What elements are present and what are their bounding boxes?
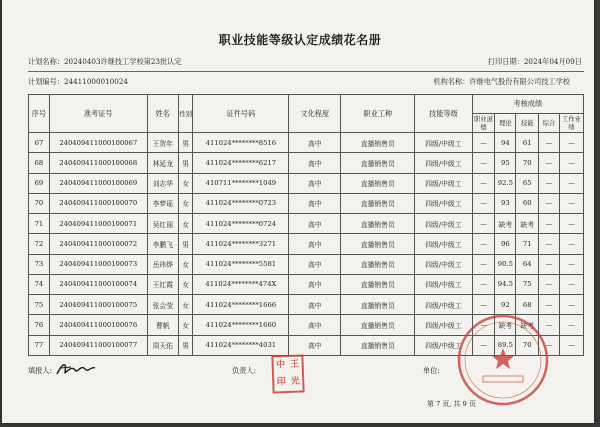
cell-work-result: — xyxy=(559,193,583,213)
cell-education: 高中 xyxy=(289,295,341,315)
cell-theory: 94.5 xyxy=(495,274,516,294)
cell-name: 岳玮烨 xyxy=(147,254,178,274)
cell-skill: 70 xyxy=(516,153,539,173)
cell-gender: 女 xyxy=(178,193,193,213)
cell-work-result: — xyxy=(559,274,583,294)
cell-exam-no: 240409411000100069 xyxy=(49,173,147,193)
seal-char: 印 xyxy=(276,377,286,388)
cell-education: 高中 xyxy=(289,173,341,193)
cell-occupation: 直播销售员 xyxy=(341,295,415,315)
cell-name: 王贺年 xyxy=(147,133,178,153)
cell-gender: 女 xyxy=(178,315,193,335)
cell-theory: 95 xyxy=(495,153,516,173)
cell-skill: 70 xyxy=(516,335,539,355)
print-date-value: 2024年04月09日 xyxy=(523,57,582,66)
cell-level: 四级/中级工 xyxy=(415,234,472,254)
cell-id-no: 411024********0724 xyxy=(193,214,289,234)
cell-moral: — xyxy=(472,315,495,335)
cell-occupation: 直播销售员 xyxy=(341,254,415,274)
cell-occupation: 直播销售员 xyxy=(341,193,415,213)
cell-id-no: 411024********1660 xyxy=(193,315,289,335)
cell-moral: — xyxy=(472,193,495,213)
header-exam-no: 准考证号 xyxy=(49,95,147,133)
header-name: 姓名 xyxy=(147,95,178,133)
cell-occupation: 直播销售员 xyxy=(341,173,415,193)
cell-name: 王红霞 xyxy=(147,274,178,294)
document-title: 职业技能等级认定成绩花名册 xyxy=(218,33,382,47)
cell-gender: 男 xyxy=(178,335,193,355)
cell-seq: 76 xyxy=(29,315,50,335)
cell-level: 四级/中级工 xyxy=(415,193,472,213)
cell-name: 李梦瑶 xyxy=(147,193,178,213)
table-row xyxy=(29,234,584,254)
cell-skill: 75 xyxy=(516,274,539,294)
cell-id-no: 411024********3271 xyxy=(193,234,289,254)
cell-theory: 89.5 xyxy=(495,335,516,355)
cell-work-result: — xyxy=(559,234,583,254)
cell-seq: 70 xyxy=(29,193,50,213)
cell-exam-no: 240409411000100073 xyxy=(49,254,147,274)
cell-work-result: — xyxy=(559,315,583,335)
cell-comprehensive: — xyxy=(539,173,560,193)
cell-comprehensive: — xyxy=(539,193,560,213)
cell-comprehensive: — xyxy=(539,153,560,173)
cell-level: 四级/中级工 xyxy=(415,153,472,173)
cell-gender: 女 xyxy=(178,295,193,315)
cell-level: 四级/中级工 xyxy=(415,274,472,294)
cell-moral: — xyxy=(472,274,495,294)
header-moral: 职业道德 xyxy=(473,115,494,131)
cell-name: 曹帆 xyxy=(147,315,178,335)
cell-education: 高中 xyxy=(289,214,341,234)
seal-char: 中 xyxy=(276,360,286,371)
header-gender: 性别 xyxy=(178,95,193,133)
cell-theory: 92.5 xyxy=(495,173,516,193)
header-divider xyxy=(28,71,584,72)
cell-id-no: 411024********0723 xyxy=(193,193,289,213)
cell-occupation: 直播销售员 xyxy=(341,274,415,294)
cell-theory: 缺考 xyxy=(495,315,516,335)
cell-skill: 65 xyxy=(516,173,539,193)
header-level: 技能等级 xyxy=(415,95,472,133)
responsible-label: 负责人: xyxy=(232,366,256,375)
cell-seq: 75 xyxy=(29,295,50,315)
cell-exam-no: 240409411000100075 xyxy=(49,295,147,315)
table-row xyxy=(29,274,584,294)
cell-occupation: 直播销售员 xyxy=(341,133,415,153)
cell-comprehensive: — xyxy=(539,335,560,355)
header-comprehensive: 综合 xyxy=(539,114,560,133)
cell-moral: — xyxy=(472,133,495,153)
cell-occupation: 直播销售员 xyxy=(341,214,415,234)
header-id-no: 证件号码 xyxy=(193,95,289,133)
cell-skill: 64 xyxy=(516,254,539,274)
cell-exam-no: 240409411000100068 xyxy=(49,153,147,173)
plan-no-label: 计划编号： xyxy=(28,77,64,86)
cell-theory: 93 xyxy=(495,193,516,213)
unit-label: 单位: xyxy=(423,366,440,375)
cell-comprehensive: — xyxy=(539,274,560,294)
header-education: 文化程度 xyxy=(289,95,341,133)
cell-id-no: 411024********6217 xyxy=(193,153,289,173)
cell-level: 四级/中级工 xyxy=(415,133,472,153)
cell-moral: — xyxy=(472,153,495,173)
header-theory: 理论 xyxy=(495,114,516,133)
cell-education: 高中 xyxy=(289,315,341,335)
cell-name: 林延龙 xyxy=(147,153,178,173)
cell-education: 高中 xyxy=(289,193,341,213)
print-date-line xyxy=(488,57,582,67)
plan-name-label: 计划名称： xyxy=(28,57,64,66)
personal-seal xyxy=(271,354,304,393)
filler-label: 填报人: xyxy=(28,366,52,375)
cell-seq: 73 xyxy=(29,254,50,274)
cell-level: 四级/中级工 xyxy=(415,214,472,234)
org-name-label: 机构名称： xyxy=(433,77,470,86)
cell-occupation: 直播销售员 xyxy=(341,153,415,173)
seal-char: 光 xyxy=(290,376,300,387)
table-row xyxy=(29,153,584,173)
cell-id-no: 411024********5581 xyxy=(193,254,289,274)
cell-education: 高中 xyxy=(289,274,341,294)
handwritten-signature xyxy=(55,360,97,378)
cell-gender: 男 xyxy=(178,133,193,153)
cell-theory: 94 xyxy=(495,133,516,153)
cell-comprehensive: — xyxy=(539,214,560,234)
plan-no-line xyxy=(28,77,128,87)
cell-work-result: — xyxy=(559,214,583,234)
cell-theory: 缺考 xyxy=(495,214,516,234)
cell-name: 刘志华 xyxy=(147,173,178,193)
cell-theory: 92 xyxy=(495,295,516,315)
cell-exam-no: 240409411000100067 xyxy=(49,133,147,153)
cell-level: 四级/中级工 xyxy=(415,173,472,193)
plan-name-line xyxy=(28,57,182,67)
cell-name: 张会莹 xyxy=(147,295,178,315)
cell-skill: 60 xyxy=(516,193,539,213)
cell-id-no: 410711********1049 xyxy=(193,173,289,193)
cell-seq: 67 xyxy=(29,133,50,153)
cell-exam-no: 240409411000100072 xyxy=(49,234,147,254)
cell-seq: 72 xyxy=(29,234,50,254)
cell-skill: 71 xyxy=(516,234,539,254)
plan-no-value: 24411000010024 xyxy=(63,77,128,86)
cell-exam-no: 240409411000100070 xyxy=(49,193,147,213)
cell-theory: 96 xyxy=(495,234,516,254)
cell-id-no: 411024********4031 xyxy=(193,335,289,355)
organization-seal-stamp xyxy=(453,310,553,410)
cell-work-result: — xyxy=(559,254,583,274)
print-date-label: 打印日期： xyxy=(487,57,524,66)
cell-occupation: 直播销售员 xyxy=(341,234,415,254)
org-name-value: 许继电气股份有限公司技工学校 xyxy=(469,77,570,86)
cell-gender: 女 xyxy=(178,254,193,274)
cell-comprehensive: — xyxy=(539,315,560,335)
cell-skill: 68 xyxy=(516,295,539,315)
table-row xyxy=(29,214,584,234)
cell-work-result: — xyxy=(559,335,583,355)
table-row xyxy=(29,193,584,213)
cell-work-result: — xyxy=(559,173,583,193)
cell-gender: 女 xyxy=(178,214,193,234)
table-row xyxy=(29,173,584,193)
header-occupation: 职业工种 xyxy=(341,95,415,133)
cell-comprehensive: — xyxy=(539,234,560,254)
cell-education: 高中 xyxy=(289,335,341,355)
seal-char: 王 xyxy=(289,359,300,370)
cell-seq: 71 xyxy=(29,214,50,234)
cell-comprehensive: — xyxy=(539,133,560,153)
cell-skill: 61 xyxy=(516,133,539,153)
cell-education: 高中 xyxy=(289,133,341,153)
cell-comprehensive: — xyxy=(539,254,560,274)
cell-work-result: — xyxy=(559,133,583,153)
cell-moral: — xyxy=(472,254,495,274)
cell-id-no: 411024********8516 xyxy=(193,133,289,153)
table-row xyxy=(29,254,584,274)
cell-comprehensive: — xyxy=(539,295,560,315)
cell-level: 四级/中级工 xyxy=(415,295,472,315)
cell-moral: — xyxy=(472,234,495,254)
page-info: 第 7 页, 共 9 页 xyxy=(427,400,476,408)
cell-gender: 男 xyxy=(178,234,193,254)
cell-seq: 69 xyxy=(29,173,50,193)
plan-name-value: 20240403许继技工学校第23批认定 xyxy=(63,57,182,66)
cell-seq: 68 xyxy=(29,153,50,173)
cell-education: 高中 xyxy=(289,234,341,254)
cell-theory: 90.5 xyxy=(495,254,516,274)
cell-occupation: 直播销售员 xyxy=(341,315,415,335)
cell-education: 高中 xyxy=(289,153,341,173)
header-seq: 序号 xyxy=(29,95,50,133)
cell-education: 高中 xyxy=(289,254,341,274)
cell-work-result: — xyxy=(559,153,583,173)
cell-id-no: 411024********1666 xyxy=(193,295,289,315)
cell-name: 吴红丽 xyxy=(147,214,178,234)
cell-exam-no: 240409411000100074 xyxy=(49,274,147,294)
cell-exam-no: 240409411000100076 xyxy=(49,315,147,335)
table-row xyxy=(29,133,584,153)
cell-moral: — xyxy=(472,214,495,234)
cell-moral: — xyxy=(472,173,495,193)
cell-exam-no: 240409411000100077 xyxy=(49,335,147,355)
cell-gender: 女 xyxy=(178,274,193,294)
cell-moral: — xyxy=(472,335,495,355)
cell-level: 四级/中级工 xyxy=(415,335,472,355)
cell-exam-no: 240409411000100071 xyxy=(49,214,147,234)
cell-id-no: 411024********474X xyxy=(193,274,289,294)
cell-occupation: 直播销售员 xyxy=(341,335,415,355)
cell-name: 周天佑 xyxy=(147,335,178,355)
cell-gender: 女 xyxy=(178,173,193,193)
cell-moral: — xyxy=(472,295,495,315)
cell-skill: 缺考 xyxy=(516,214,539,234)
cell-level: 四级/中级工 xyxy=(415,254,472,274)
cell-gender: 男 xyxy=(178,153,193,173)
header-skill: 技能 xyxy=(516,114,539,133)
org-name-line xyxy=(433,77,570,87)
cell-name: 李鹏飞 xyxy=(147,234,178,254)
cell-skill: 缺考 xyxy=(516,315,539,335)
header-scores-group: 考核成绩 xyxy=(472,95,583,114)
cell-seq: 77 xyxy=(29,335,50,355)
cell-level: 四级/中级工 xyxy=(415,315,472,335)
cell-work-result: — xyxy=(559,295,583,315)
header-work-result: 工作业绩 xyxy=(559,114,583,133)
cell-seq: 74 xyxy=(29,274,50,294)
